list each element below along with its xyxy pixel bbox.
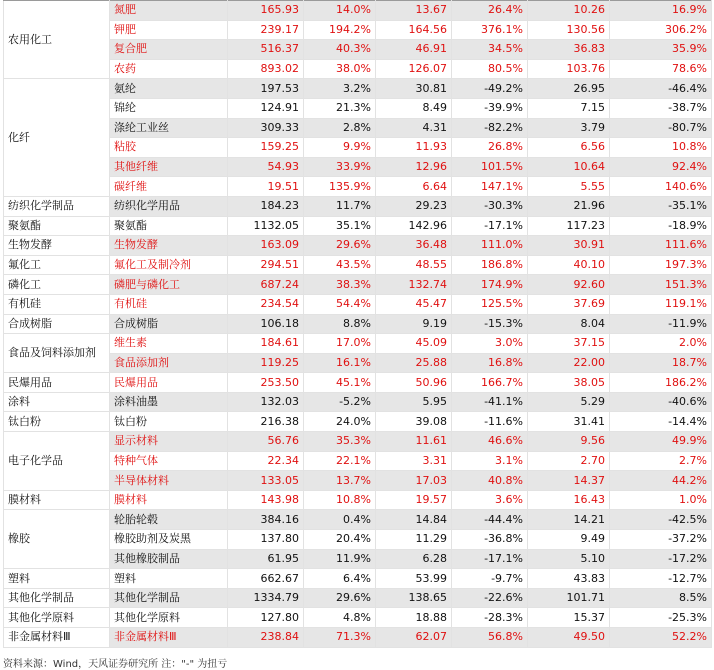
value-cell: 216.38 bbox=[228, 412, 304, 432]
value-cell: 11.93 bbox=[376, 138, 452, 158]
sub-industry: 塑料 bbox=[110, 569, 228, 589]
value-cell: 5.29 bbox=[528, 392, 610, 412]
value-cell: 3.0% bbox=[452, 334, 528, 354]
sub-industry: 氮肥 bbox=[110, 1, 228, 21]
value-cell: 3.79 bbox=[528, 118, 610, 138]
sub-industry: 食品添加剂 bbox=[110, 353, 228, 373]
industry-group: 橡胶 bbox=[4, 510, 110, 569]
value-cell: 13.7% bbox=[304, 471, 376, 491]
industry-group: 合成树脂 bbox=[4, 314, 110, 334]
value-cell: 21.96 bbox=[528, 196, 610, 216]
value-cell: 253.50 bbox=[228, 373, 304, 393]
value-cell: 26.4% bbox=[452, 1, 528, 21]
sub-industry: 粘胶 bbox=[110, 138, 228, 158]
table-row bbox=[4, 294, 712, 314]
value-cell: 194.2% bbox=[304, 20, 376, 40]
value-cell: -44.4% bbox=[452, 510, 528, 530]
industry-group: 聚氨酯 bbox=[4, 216, 110, 236]
value-cell: -15.3% bbox=[452, 314, 528, 334]
value-cell: 29.6% bbox=[304, 236, 376, 256]
value-cell: 11.61 bbox=[376, 432, 452, 452]
value-cell: 61.95 bbox=[228, 549, 304, 569]
table-row bbox=[4, 471, 712, 491]
value-cell: 8.04 bbox=[528, 314, 610, 334]
value-cell: 3.31 bbox=[376, 451, 452, 471]
value-cell: 119.1% bbox=[610, 294, 712, 314]
table-row bbox=[4, 1, 712, 21]
sub-industry: 涤纶工业丝 bbox=[110, 118, 228, 138]
value-cell: -42.5% bbox=[610, 510, 712, 530]
value-cell: 46.6% bbox=[452, 432, 528, 452]
value-cell: -36.8% bbox=[452, 530, 528, 550]
table-row bbox=[4, 255, 712, 275]
value-cell: -25.3% bbox=[610, 608, 712, 628]
value-cell: -39.9% bbox=[452, 98, 528, 118]
value-cell: 101.71 bbox=[528, 588, 610, 608]
value-cell: 127.80 bbox=[228, 608, 304, 628]
sub-industry: 膜材料 bbox=[110, 490, 228, 510]
value-cell: 6.56 bbox=[528, 138, 610, 158]
value-cell: -28.3% bbox=[452, 608, 528, 628]
value-cell: 184.61 bbox=[228, 334, 304, 354]
sub-industry: 锦纶 bbox=[110, 98, 228, 118]
value-cell: 163.09 bbox=[228, 236, 304, 256]
value-cell: 71.3% bbox=[304, 628, 376, 648]
table-row bbox=[4, 549, 712, 569]
table-row bbox=[4, 451, 712, 471]
value-cell: -17.1% bbox=[452, 549, 528, 569]
value-cell: 5.95 bbox=[376, 392, 452, 412]
table-row bbox=[4, 118, 712, 138]
industry-group: 其他化学制品 bbox=[4, 588, 110, 608]
value-cell: 54.93 bbox=[228, 157, 304, 177]
value-cell: 10.8% bbox=[304, 490, 376, 510]
value-cell: 45.47 bbox=[376, 294, 452, 314]
sub-industry: 有机硅 bbox=[110, 294, 228, 314]
value-cell: 174.9% bbox=[452, 275, 528, 295]
value-cell: 11.7% bbox=[304, 196, 376, 216]
table-row bbox=[4, 373, 712, 393]
value-cell: 2.7% bbox=[610, 451, 712, 471]
value-cell: 165.93 bbox=[228, 1, 304, 21]
value-cell: 46.91 bbox=[376, 40, 452, 60]
table-row bbox=[4, 334, 712, 354]
value-cell: 30.91 bbox=[528, 236, 610, 256]
table-row bbox=[4, 432, 712, 452]
value-cell: 132.74 bbox=[376, 275, 452, 295]
value-cell: 36.48 bbox=[376, 236, 452, 256]
value-cell: 25.88 bbox=[376, 353, 452, 373]
value-cell: 126.07 bbox=[376, 59, 452, 79]
sub-industry: 橡胶助剂及炭黑 bbox=[110, 530, 228, 550]
value-cell: 6.28 bbox=[376, 549, 452, 569]
table-row bbox=[4, 98, 712, 118]
value-cell: 40.8% bbox=[452, 471, 528, 491]
industry-group: 生物发酵 bbox=[4, 236, 110, 256]
value-cell: -9.7% bbox=[452, 569, 528, 589]
value-cell: -14.4% bbox=[610, 412, 712, 432]
industry-group: 农用化工 bbox=[4, 1, 110, 79]
value-cell: 36.83 bbox=[528, 40, 610, 60]
value-cell: -12.7% bbox=[610, 569, 712, 589]
table-row bbox=[4, 79, 712, 99]
value-cell: 26.95 bbox=[528, 79, 610, 99]
value-cell: 3.2% bbox=[304, 79, 376, 99]
table-row bbox=[4, 490, 712, 510]
value-cell: 142.96 bbox=[376, 216, 452, 236]
value-cell: 5.55 bbox=[528, 177, 610, 197]
sub-industry: 其他橡胶制品 bbox=[110, 549, 228, 569]
value-cell: 11.9% bbox=[304, 549, 376, 569]
value-cell: 11.29 bbox=[376, 530, 452, 550]
value-cell: 384.16 bbox=[228, 510, 304, 530]
value-cell: 35.1% bbox=[304, 216, 376, 236]
value-cell: 138.65 bbox=[376, 588, 452, 608]
source-note: 资料来源：Wind，天风证券研究所 注："-" 为扭亏 bbox=[3, 659, 228, 670]
value-cell: 14.37 bbox=[528, 471, 610, 491]
table-row bbox=[4, 569, 712, 589]
value-cell: 80.5% bbox=[452, 59, 528, 79]
value-cell: 2.70 bbox=[528, 451, 610, 471]
value-cell: 4.31 bbox=[376, 118, 452, 138]
value-cell: -35.1% bbox=[610, 196, 712, 216]
sub-industry: 生物发酵 bbox=[110, 236, 228, 256]
sub-industry: 纺织化学用品 bbox=[110, 196, 228, 216]
value-cell: 45.09 bbox=[376, 334, 452, 354]
sub-industry: 其他化学原料 bbox=[110, 608, 228, 628]
value-cell: -17.2% bbox=[610, 549, 712, 569]
value-cell: 133.05 bbox=[228, 471, 304, 491]
value-cell: -82.2% bbox=[452, 118, 528, 138]
value-cell: 164.56 bbox=[376, 20, 452, 40]
sub-industry: 轮胎轮毂 bbox=[110, 510, 228, 530]
value-cell: 132.03 bbox=[228, 392, 304, 412]
table-row bbox=[4, 177, 712, 197]
value-cell: -17.1% bbox=[452, 216, 528, 236]
value-cell: 30.81 bbox=[376, 79, 452, 99]
value-cell: 45.1% bbox=[304, 373, 376, 393]
value-cell: 3.1% bbox=[452, 451, 528, 471]
industry-performance-table bbox=[3, 0, 712, 648]
table-row bbox=[4, 138, 712, 158]
value-cell: 0.4% bbox=[304, 510, 376, 530]
value-cell: 49.50 bbox=[528, 628, 610, 648]
value-cell: 140.6% bbox=[610, 177, 712, 197]
value-cell: 6.4% bbox=[304, 569, 376, 589]
value-cell: -80.7% bbox=[610, 118, 712, 138]
value-cell: 34.5% bbox=[452, 40, 528, 60]
value-cell: 10.8% bbox=[610, 138, 712, 158]
value-cell: 306.2% bbox=[610, 20, 712, 40]
industry-group: 食品及饲料添加剂 bbox=[4, 334, 110, 373]
table-row bbox=[4, 275, 712, 295]
value-cell: 20.4% bbox=[304, 530, 376, 550]
value-cell: 687.24 bbox=[228, 275, 304, 295]
value-cell: 9.19 bbox=[376, 314, 452, 334]
value-cell: 12.96 bbox=[376, 157, 452, 177]
value-cell: 159.25 bbox=[228, 138, 304, 158]
industry-group: 有机硅 bbox=[4, 294, 110, 314]
value-cell: 893.02 bbox=[228, 59, 304, 79]
value-cell: 21.3% bbox=[304, 98, 376, 118]
value-cell: -37.2% bbox=[610, 530, 712, 550]
value-cell: 135.9% bbox=[304, 177, 376, 197]
value-cell: 9.49 bbox=[528, 530, 610, 550]
value-cell: 33.9% bbox=[304, 157, 376, 177]
value-cell: 22.34 bbox=[228, 451, 304, 471]
value-cell: -49.2% bbox=[452, 79, 528, 99]
value-cell: 186.2% bbox=[610, 373, 712, 393]
value-cell: 29.23 bbox=[376, 196, 452, 216]
value-cell: 10.26 bbox=[528, 1, 610, 21]
table-row bbox=[4, 392, 712, 412]
value-cell: 43.83 bbox=[528, 569, 610, 589]
value-cell: 101.5% bbox=[452, 157, 528, 177]
sub-industry: 合成树脂 bbox=[110, 314, 228, 334]
table-row bbox=[4, 157, 712, 177]
value-cell: 8.8% bbox=[304, 314, 376, 334]
value-cell: 1.0% bbox=[610, 490, 712, 510]
value-cell: 238.84 bbox=[228, 628, 304, 648]
table-row bbox=[4, 628, 712, 648]
sub-industry: 复合肥 bbox=[110, 40, 228, 60]
value-cell: 8.5% bbox=[610, 588, 712, 608]
value-cell: 7.15 bbox=[528, 98, 610, 118]
value-cell: 14.84 bbox=[376, 510, 452, 530]
sub-industry: 非金属材料Ⅲ bbox=[110, 628, 228, 648]
value-cell: 111.0% bbox=[452, 236, 528, 256]
table-row bbox=[4, 20, 712, 40]
value-cell: 16.43 bbox=[528, 490, 610, 510]
industry-group: 塑料 bbox=[4, 569, 110, 589]
industry-group: 其他化学原料 bbox=[4, 608, 110, 628]
value-cell: 9.9% bbox=[304, 138, 376, 158]
industry-group: 磷化工 bbox=[4, 275, 110, 295]
value-cell: -46.4% bbox=[610, 79, 712, 99]
value-cell: 39.08 bbox=[376, 412, 452, 432]
value-cell: -11.9% bbox=[610, 314, 712, 334]
table-row bbox=[4, 608, 712, 628]
value-cell: 43.5% bbox=[304, 255, 376, 275]
sub-industry: 聚氨酯 bbox=[110, 216, 228, 236]
value-cell: 125.5% bbox=[452, 294, 528, 314]
sub-industry: 碳纤维 bbox=[110, 177, 228, 197]
value-cell: -30.3% bbox=[452, 196, 528, 216]
value-cell: 22.1% bbox=[304, 451, 376, 471]
sub-industry: 维生素 bbox=[110, 334, 228, 354]
value-cell: 44.2% bbox=[610, 471, 712, 491]
industry-group: 氟化工 bbox=[4, 255, 110, 275]
value-cell: 13.67 bbox=[376, 1, 452, 21]
value-cell: -18.9% bbox=[610, 216, 712, 236]
table-row bbox=[4, 510, 712, 530]
value-cell: 111.6% bbox=[610, 236, 712, 256]
value-cell: 234.54 bbox=[228, 294, 304, 314]
value-cell: 147.1% bbox=[452, 177, 528, 197]
value-cell: 62.07 bbox=[376, 628, 452, 648]
value-cell: 239.17 bbox=[228, 20, 304, 40]
value-cell: 516.37 bbox=[228, 40, 304, 60]
value-cell: 16.1% bbox=[304, 353, 376, 373]
value-cell: 18.7% bbox=[610, 353, 712, 373]
value-cell: 14.0% bbox=[304, 1, 376, 21]
sub-industry: 钾肥 bbox=[110, 20, 228, 40]
value-cell: 143.98 bbox=[228, 490, 304, 510]
value-cell: 92.4% bbox=[610, 157, 712, 177]
industry-group: 非金属材料Ⅲ bbox=[4, 628, 110, 648]
value-cell: 103.76 bbox=[528, 59, 610, 79]
value-cell: 78.6% bbox=[610, 59, 712, 79]
value-cell: -5.2% bbox=[304, 392, 376, 412]
table-row bbox=[4, 530, 712, 550]
value-cell: 15.37 bbox=[528, 608, 610, 628]
table-row bbox=[4, 40, 712, 60]
value-cell: 54.4% bbox=[304, 294, 376, 314]
value-cell: 48.55 bbox=[376, 255, 452, 275]
value-cell: 19.57 bbox=[376, 490, 452, 510]
value-cell: 17.03 bbox=[376, 471, 452, 491]
industry-group: 钛白粉 bbox=[4, 412, 110, 432]
value-cell: 3.6% bbox=[452, 490, 528, 510]
industry-group: 民爆用品 bbox=[4, 373, 110, 393]
value-cell: -11.6% bbox=[452, 412, 528, 432]
value-cell: 8.49 bbox=[376, 98, 452, 118]
table-body bbox=[4, 1, 712, 648]
value-cell: 38.0% bbox=[304, 59, 376, 79]
value-cell: 18.88 bbox=[376, 608, 452, 628]
industry-group: 膜材料 bbox=[4, 490, 110, 510]
industry-group: 纺织化学制品 bbox=[4, 196, 110, 216]
value-cell: -38.7% bbox=[610, 98, 712, 118]
value-cell: 2.0% bbox=[610, 334, 712, 354]
value-cell: 92.60 bbox=[528, 275, 610, 295]
value-cell: -40.6% bbox=[610, 392, 712, 412]
table-row bbox=[4, 314, 712, 334]
value-cell: 294.51 bbox=[228, 255, 304, 275]
value-cell: 50.96 bbox=[376, 373, 452, 393]
value-cell: 1334.79 bbox=[228, 588, 304, 608]
sub-industry: 特种气体 bbox=[110, 451, 228, 471]
industry-group: 电子化学品 bbox=[4, 432, 110, 491]
value-cell: 29.6% bbox=[304, 588, 376, 608]
value-cell: 2.8% bbox=[304, 118, 376, 138]
value-cell: 37.69 bbox=[528, 294, 610, 314]
value-cell: 19.51 bbox=[228, 177, 304, 197]
value-cell: 117.23 bbox=[528, 216, 610, 236]
sub-industry: 钛白粉 bbox=[110, 412, 228, 432]
value-cell: 662.67 bbox=[228, 569, 304, 589]
value-cell: 16.8% bbox=[452, 353, 528, 373]
value-cell: 166.7% bbox=[452, 373, 528, 393]
value-cell: 1132.05 bbox=[228, 216, 304, 236]
value-cell: 24.0% bbox=[304, 412, 376, 432]
value-cell: 4.8% bbox=[304, 608, 376, 628]
value-cell: 197.3% bbox=[610, 255, 712, 275]
value-cell: 130.56 bbox=[528, 20, 610, 40]
value-cell: 49.9% bbox=[610, 432, 712, 452]
value-cell: 186.8% bbox=[452, 255, 528, 275]
value-cell: 17.0% bbox=[304, 334, 376, 354]
value-cell: 197.53 bbox=[228, 79, 304, 99]
industry-group: 涂料 bbox=[4, 392, 110, 412]
value-cell: -41.1% bbox=[452, 392, 528, 412]
sub-industry: 氟化工及制冷剂 bbox=[110, 255, 228, 275]
sub-industry: 其他纤维 bbox=[110, 157, 228, 177]
sub-industry: 显示材料 bbox=[110, 432, 228, 452]
value-cell: 35.3% bbox=[304, 432, 376, 452]
value-cell: 40.3% bbox=[304, 40, 376, 60]
table-row bbox=[4, 353, 712, 373]
value-cell: -22.6% bbox=[452, 588, 528, 608]
value-cell: 9.56 bbox=[528, 432, 610, 452]
industry-group: 化纤 bbox=[4, 79, 110, 197]
value-cell: 119.25 bbox=[228, 353, 304, 373]
value-cell: 184.23 bbox=[228, 196, 304, 216]
value-cell: 376.1% bbox=[452, 20, 528, 40]
sub-industry: 民爆用品 bbox=[110, 373, 228, 393]
value-cell: 53.99 bbox=[376, 569, 452, 589]
value-cell: 5.10 bbox=[528, 549, 610, 569]
sub-industry: 氨纶 bbox=[110, 79, 228, 99]
value-cell: 10.64 bbox=[528, 157, 610, 177]
sub-industry: 农药 bbox=[110, 59, 228, 79]
value-cell: 151.3% bbox=[610, 275, 712, 295]
table-row bbox=[4, 236, 712, 256]
value-cell: 35.9% bbox=[610, 40, 712, 60]
value-cell: 26.8% bbox=[452, 138, 528, 158]
value-cell: 14.21 bbox=[528, 510, 610, 530]
sub-industry: 涂料油墨 bbox=[110, 392, 228, 412]
value-cell: 22.00 bbox=[528, 353, 610, 373]
value-cell: 37.15 bbox=[528, 334, 610, 354]
value-cell: 56.76 bbox=[228, 432, 304, 452]
sub-industry: 半导体材料 bbox=[110, 471, 228, 491]
table-row bbox=[4, 59, 712, 79]
value-cell: 52.2% bbox=[610, 628, 712, 648]
value-cell: 137.80 bbox=[228, 530, 304, 550]
value-cell: 40.10 bbox=[528, 255, 610, 275]
table-row bbox=[4, 216, 712, 236]
sub-industry: 其他化学制品 bbox=[110, 588, 228, 608]
table-row bbox=[4, 588, 712, 608]
value-cell: 124.91 bbox=[228, 98, 304, 118]
value-cell: 38.05 bbox=[528, 373, 610, 393]
value-cell: 31.41 bbox=[528, 412, 610, 432]
value-cell: 38.3% bbox=[304, 275, 376, 295]
value-cell: 16.9% bbox=[610, 1, 712, 21]
value-cell: 6.64 bbox=[376, 177, 452, 197]
value-cell: 106.18 bbox=[228, 314, 304, 334]
table-row bbox=[4, 196, 712, 216]
value-cell: 56.8% bbox=[452, 628, 528, 648]
sub-industry: 磷肥与磷化工 bbox=[110, 275, 228, 295]
table-row bbox=[4, 412, 712, 432]
value-cell: 309.33 bbox=[228, 118, 304, 138]
